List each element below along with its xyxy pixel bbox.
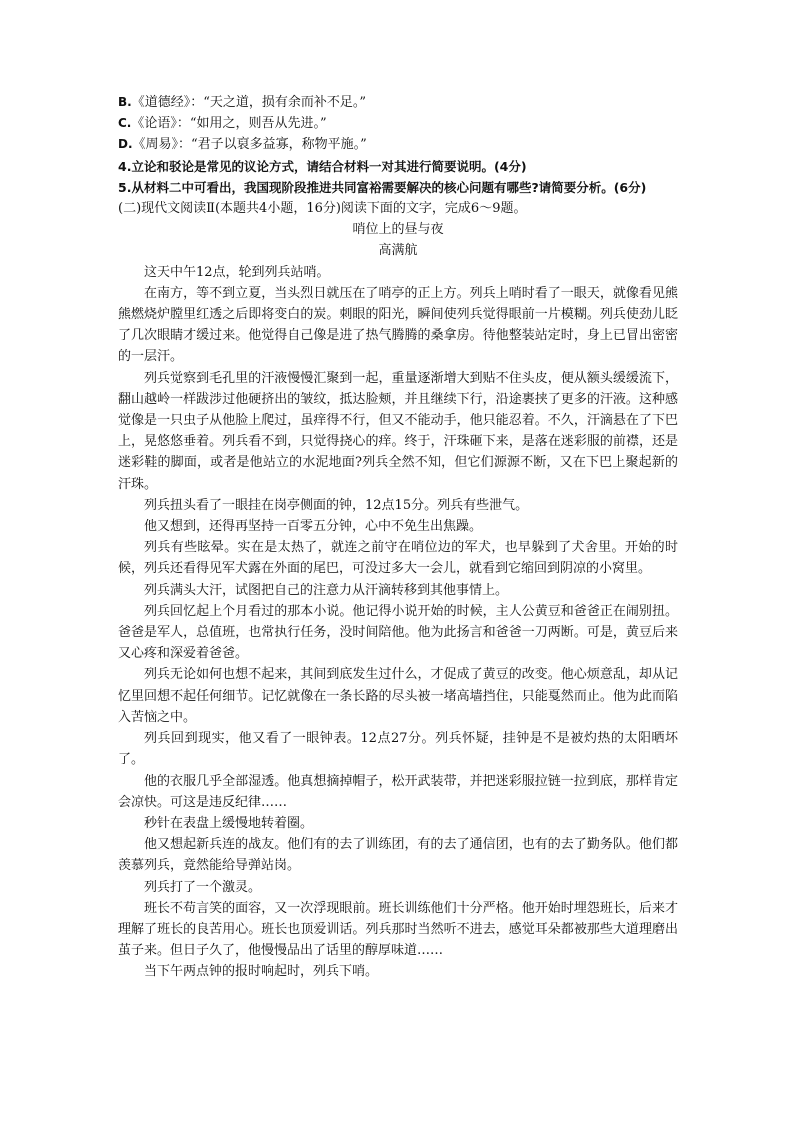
paragraph-1: 这天中午12点，轮到列兵站哨。 <box>144 264 330 280</box>
article-title: 哨位上的昼与夜 <box>352 222 444 238</box>
option-d: D.《周易》：“君子以裒多益寡，称物平施。” <box>118 137 367 153</box>
question-5: 5.从材料二中可看出，我国现阶段推进共同富裕需要解决的核心问题有哪些?请简要分析。(6分) <box>118 179 647 195</box>
article-author: 高满航 <box>378 243 418 259</box>
document-page <box>118 92 678 983</box>
paragraph-6: 列兵有些眩晕。实在是太热了，就连之前守在哨位边的军犬，也早躲到了犬舍里。开始的时候，列兵还看得见军犬露在外面的尾巴，可没过多大一会儿，就看到它缩回到阴凉的小窝里。 <box>118 540 678 577</box>
paragraph-11: 他的衣服几乎全部湿透。他真想摘掉帽子，松开武装带，并把迷彩服拉链一拉到底，那样肯定会凉快。可这是违反纪律…… <box>118 773 678 810</box>
paragraph-5: 他又想到，还得再坚持一百零五分钟，心中不免生出焦躁。 <box>144 519 483 535</box>
option-b: B.《道德经》：“天之道，损有余而补不足。” <box>118 95 367 110</box>
paragraph-8: 列兵回忆起上个月看过的那本小说。他记得小说开始的时候，主人公黄豆和爸爸正在闹别扭。爸爸是军人，总值班，也常执行任务，没时间陪他。他为此扬言和爸爸一刀两断。可是，黄豆后来又心疼和深爱着爸爸。 <box>118 603 678 662</box>
paragraph-14: 列兵打了一个激灵。 <box>144 879 262 895</box>
paragraph-15: 班长不苟言笑的面容，又一次浮现眼前。班长训练他们十分严格。他开始时埋怨班长，后来才理解了班长的良苦用心。班长也顶爱训话。列兵那时当然听不进去，感觉耳朵都被那些大道理磨出茧子来。但日子久了，他慢慢品出了话里的醇厚味道…… <box>118 900 678 959</box>
paragraph-9: 列兵无论如何也想不起来，其间到底发生过什么，才促成了黄豆的改变。他心烦意乱，却从记忆里回想不起任何细节。记忆就像在一条长路的尽头被一堵高墙挡住，只能戛然而止。他为此而陷入苦恼之中。 <box>118 667 678 725</box>
question-4: 4.立论和驳论是常见的议论方式，请结合材料一对其进行简要说明。(4分) <box>118 158 527 174</box>
paragraph-12: 秒针在表盘上缓慢地转着圈。 <box>144 815 314 831</box>
paragraph-2: 在南方，等不到立夏，当头烈日就压在了哨亭的正上方。列兵上哨时看了一眼天，就像看见熊熊燃烧炉膛里红透之后即将变白的炭。刺眼的阳光，瞬间使列兵觉得眼前一片模糊。列兵使劲儿眨了几次眼睛才缓过来。他觉得自己像是进了热气腾腾的桑拿房。待他整装站定时，身上已冒出密密的一层汗。 <box>118 285 678 365</box>
paragraph-3: 列兵觉察到毛孔里的汗液慢慢汇聚到一起，重量逐渐增大到贴不住头皮，便从额头缓缓流下，翻山越岭一样跋涉过他硬挤出的皱纹，抵达脸颊，并且继续下行，沿途裹挟了更多的汗液。这种感觉像是一只虫子从他脸上爬过，虽痒得不行，但又不能动手，他只能忍着。不久，汗滴悬在了下巴上，晃悠悠垂着。列兵看不到，只觉得挠心的痒。终于，汗珠砸下来，是落在迷彩服的前襟，还是迷彩鞋的脚面，或者是他站立的水泥地面?列兵全然不知，但它们源源不断，又在下巴上聚起新的汗珠。 <box>118 370 678 492</box>
section-heading: (二)现代文阅读Ⅱ(本题共4小题，16分)阅读下面的文字，完成6～9题。 <box>118 201 527 217</box>
paragraph-4: 列兵扭头看了一眼挂在岗亭侧面的钟，12点15分。列兵有些泄气。 <box>144 497 529 513</box>
paragraph-13: 他又想起新兵连的战友。他们有的去了训练团，有的去了通信团，也有的去了勤务队。他们都羡慕列兵，竟然能给导弹站岗。 <box>118 837 678 874</box>
paragraph-7: 列兵满头大汗，试图把自己的注意力从汗滴转移到其他事情上。 <box>144 582 509 598</box>
paragraph-16: 当下午两点钟的报时响起时，列兵下哨。 <box>144 964 379 980</box>
paragraph-10: 列兵回到现实，他又看了一眼钟表。12点27分。列兵怀疑，挂钟是不是被灼热的太阳晒坏了。 <box>118 731 678 768</box>
option-c: C.《论语》：“如用之，则吾从先进。” <box>118 116 327 132</box>
